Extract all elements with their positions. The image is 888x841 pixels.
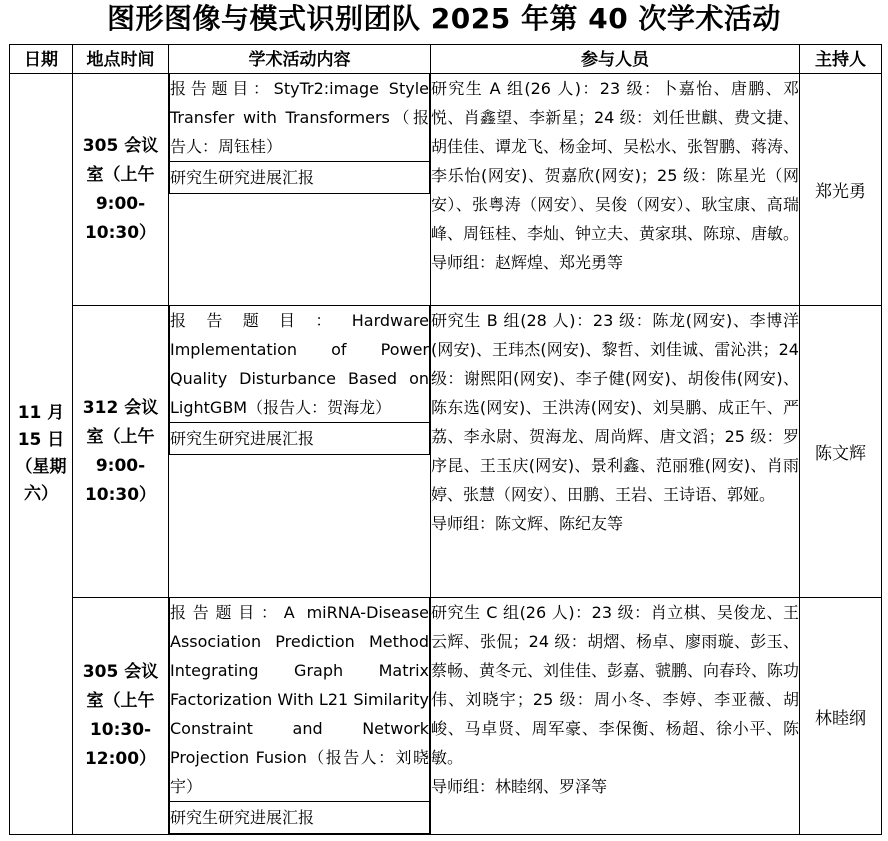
header-row	[10, 45, 882, 74]
advisor-group: 导师组：陈文辉、陈纪友等	[431, 514, 624, 533]
place-time-cell	[73, 74, 169, 306]
participants-text: 研究生 C 组(26 人)：23 级：肖立棋、吴俊龙、王云辉、张侃；24 级：胡熠、杨卓、廖雨璇、彭玉、蔡畅、黄冬元、刘佳佳、彭嘉、虢鹏、向春玲、陈功伟、刘晓宇；25 级：周小冬、李婷、李亚薇、胡峻、马卓贤、周军豪、李保衡、杨超、徐小平、陈敏。	[431, 603, 800, 767]
date-cell	[10, 74, 73, 835]
page-title: 图形图像与模式识别团队 2025 年第 40 次学术活动	[107, 2, 781, 35]
session-row	[10, 598, 882, 835]
place-line: 305 会议	[82, 135, 159, 156]
content-inner	[169, 74, 430, 194]
place-line: 室（上午	[86, 164, 155, 185]
report-topic: 报告题目：StyTr2:image Style Transfer with Transformers（报告人：周钰桂）	[170, 74, 430, 162]
content-cell	[169, 74, 431, 306]
header-place-time: 地点时间	[73, 45, 169, 74]
report-topic: 报告题目：Hardware Implementation of Power Quality Disturbance Based on LightGBM（报告人：贺海龙）	[170, 306, 430, 423]
place-line: 10:30）	[84, 222, 157, 243]
host-cell: 林睦纲	[800, 598, 882, 835]
date-line: 11 月	[17, 403, 65, 423]
place-line: 305 会议	[82, 662, 159, 682]
place-line: 9:00-	[95, 455, 146, 476]
date-line: （星期	[15, 457, 67, 477]
report-topic: 报告题目：A miRNA-Disease Association Prediction Method Integrating Graph Matrix Factorization With L21 Similarity Constraint and Network Projection Fusion（报告人：刘晓宇）	[170, 598, 430, 802]
session-row	[10, 74, 882, 306]
host-cell: 陈文辉	[800, 306, 882, 598]
header-date: 日期	[10, 45, 73, 74]
activity-table	[9, 44, 882, 835]
place-time-cell	[73, 306, 169, 598]
content-cell	[169, 306, 431, 598]
advisor-group: 导师组：赵辉煌、郑光勇等	[431, 253, 624, 272]
progress-report: 研究生研究进展汇报	[170, 162, 430, 194]
session-row	[10, 306, 882, 598]
place-time-cell	[73, 598, 169, 835]
participants-cell	[431, 74, 800, 306]
progress-report: 研究生研究进展汇报	[170, 423, 430, 455]
advisor-group: 导师组：林睦纲、罗泽等	[431, 777, 608, 796]
place-line: 10:30）	[84, 484, 157, 505]
content-cell	[169, 598, 431, 835]
host-cell: 郑光勇	[800, 74, 882, 306]
place-line: 12:00）	[84, 749, 157, 769]
header-content: 学术活动内容	[169, 45, 431, 74]
progress-report: 研究生研究进展汇报	[170, 802, 430, 834]
participants-text: 研究生 A 组(26 人)：23 级：卜嘉怡、唐鹏、邓悦、肖鑫望、李新星；24 级：刘任世麒、费文捷、胡佳佳、谭龙飞、杨金坷、吴松水、张智鹏、蒋涛、李乐怡(网安)、贺嘉欣(网安)；25 级：陈星光（网安）、张粤涛（网安）、吴俊（网安）、耿宝康、高瑞峰、周钰桂、李灿、钟立夫、黄家琪、陈琼、唐敏。	[431, 79, 800, 243]
place-line: 室（上午	[86, 691, 155, 711]
participants-cell	[431, 306, 800, 598]
place-line: 10:30-	[89, 720, 152, 740]
date-line: 15 日	[17, 430, 65, 450]
place-line: 9:00-	[95, 193, 146, 214]
place-line: 312 会议	[82, 397, 159, 418]
date-line: 六）	[24, 484, 58, 504]
participants-text: 研究生 B 组(28 人)：23 级：陈龙(网安)、李博洋(网安)、王玮杰(网安)、黎哲、刘佳诚、雷沁洪；24 级：谢熙阳(网安)、李子健(网安)、胡俊伟(网安)、陈东选(网安)、王洪涛(网安)、刘昊鹏、成正午、严荔、李永尉、贺海龙、周尚辉、唐文滔；25 级：罗序昆、王玉庆(网安)、景利鑫、范丽雅(网安)、肖雨婷、张慧（网安）、田鹏、王岩、王诗语、郭娅。	[431, 311, 799, 504]
place-line: 室（上午	[86, 426, 155, 447]
content-inner	[169, 598, 430, 834]
participants-cell	[431, 598, 800, 835]
header-participants: 参与人员	[431, 45, 800, 74]
header-host: 主持人	[800, 45, 882, 74]
content-inner	[169, 306, 430, 455]
